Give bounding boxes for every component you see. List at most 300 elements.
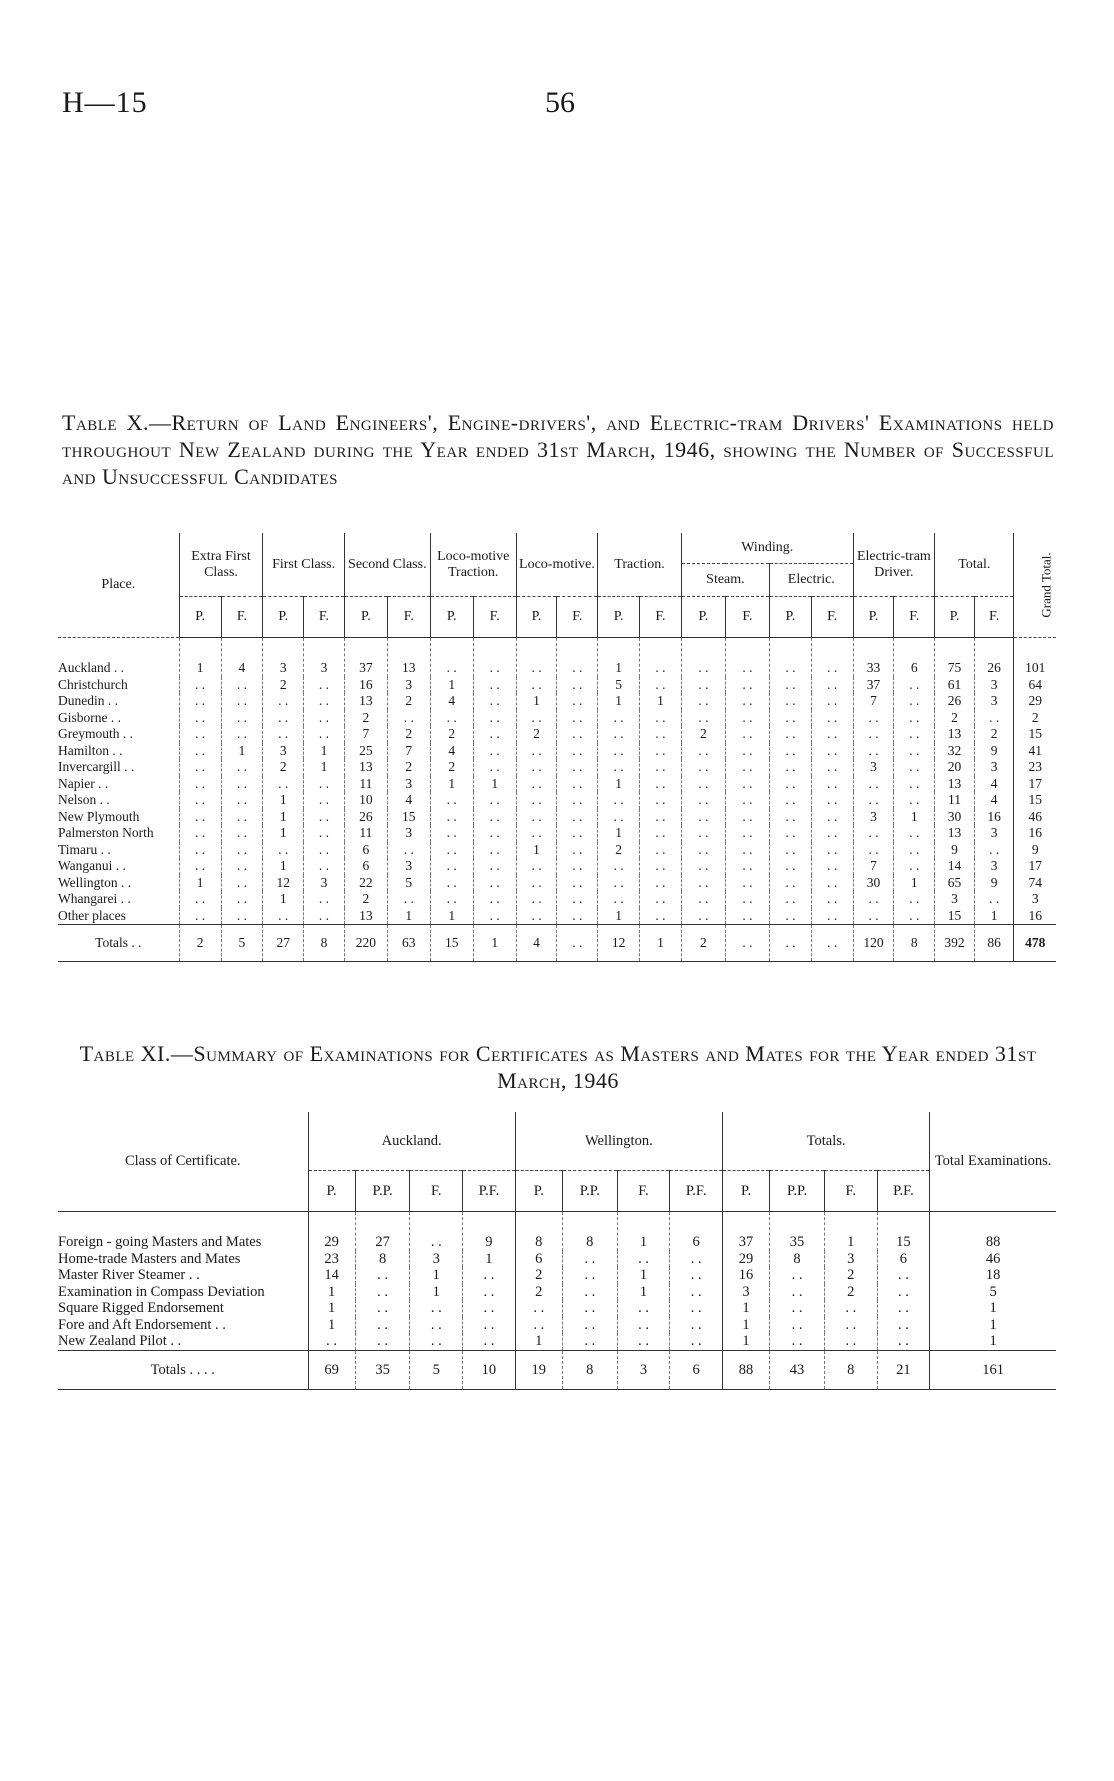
data-cell: . . bbox=[811, 638, 853, 677]
data-cell: . . bbox=[557, 638, 598, 677]
table-row bbox=[58, 776, 1056, 793]
table-row bbox=[58, 825, 1056, 842]
data-cell: . . bbox=[770, 1267, 825, 1284]
data-cell: 2 bbox=[516, 726, 557, 743]
data-cell: 3 bbox=[853, 759, 894, 776]
data-cell: 13 bbox=[344, 693, 387, 710]
data-cell: . . bbox=[221, 908, 263, 925]
data-cell: 7 bbox=[853, 858, 894, 875]
data-cell: . . bbox=[430, 891, 473, 908]
data-cell: . . bbox=[769, 891, 811, 908]
data-cell: 3 bbox=[410, 1251, 463, 1268]
data-cell: . . bbox=[473, 743, 516, 760]
data-cell: 1 bbox=[516, 842, 557, 859]
table-row bbox=[58, 1300, 1056, 1317]
data-cell: . . bbox=[640, 825, 682, 842]
data-cell: 3 bbox=[974, 759, 1014, 776]
data-cell: . . bbox=[221, 825, 263, 842]
table-row bbox=[58, 1251, 1056, 1268]
place-cell: Hamilton . . bbox=[58, 742, 123, 758]
data-cell: 2 bbox=[263, 759, 304, 776]
data-cell: . . bbox=[640, 809, 682, 826]
p-header: P. bbox=[769, 597, 811, 638]
data-cell: . . bbox=[430, 858, 473, 875]
totals-cell: 8 bbox=[894, 925, 935, 962]
data-cell: . . bbox=[516, 638, 557, 677]
data-cell: . . bbox=[681, 677, 725, 694]
grand-total-header: Grand Total. bbox=[1014, 533, 1056, 638]
data-cell: . . bbox=[221, 891, 263, 908]
place-cell: Other places bbox=[58, 907, 126, 923]
data-cell: 1 bbox=[304, 743, 345, 760]
data-cell: 3 bbox=[387, 776, 430, 793]
data-cell: 4 bbox=[974, 776, 1014, 793]
data-cell: . . bbox=[811, 743, 853, 760]
data-cell: . . bbox=[811, 875, 853, 892]
data-cell: 8 bbox=[770, 1251, 825, 1268]
p-header: P. bbox=[516, 597, 557, 638]
data-cell: 3 bbox=[387, 825, 430, 842]
data-cell: . . bbox=[516, 776, 557, 793]
data-cell: . . bbox=[770, 1300, 825, 1317]
totals-row bbox=[58, 1350, 1056, 1389]
certificate-class-cell: Square Rigged Endorsement bbox=[58, 1300, 224, 1316]
data-cell: 4 bbox=[430, 743, 473, 760]
data-cell: . . bbox=[894, 891, 935, 908]
totals-cell: 2 bbox=[179, 925, 221, 962]
data-cell: . . bbox=[179, 726, 221, 743]
data-cell: . . bbox=[681, 809, 725, 826]
data-cell: . . bbox=[304, 842, 345, 859]
data-cell: 1 bbox=[824, 1212, 877, 1251]
data-cell: 9 bbox=[974, 743, 1014, 760]
data-cell: . . bbox=[617, 1300, 670, 1317]
totals-cell: 3 bbox=[617, 1350, 670, 1389]
data-cell: 1 bbox=[894, 809, 935, 826]
data-cell: . . bbox=[640, 792, 682, 809]
data-cell: 1 bbox=[930, 1300, 1056, 1317]
data-cell: . . bbox=[221, 809, 263, 826]
data-cell: 3 bbox=[974, 825, 1014, 842]
data-cell: . . bbox=[463, 1284, 516, 1301]
data-cell: . . bbox=[853, 825, 894, 842]
data-cell: 9 bbox=[935, 842, 975, 859]
data-cell: . . bbox=[473, 842, 516, 859]
data-cell: . . bbox=[304, 825, 345, 842]
data-cell: . . bbox=[725, 759, 769, 776]
totals-cell: 5 bbox=[410, 1350, 463, 1389]
data-cell: 37 bbox=[853, 677, 894, 694]
data-cell: 41 bbox=[1014, 743, 1056, 760]
data-cell: . . bbox=[473, 759, 516, 776]
data-cell: . . bbox=[263, 726, 304, 743]
data-cell: 1 bbox=[263, 858, 304, 875]
data-cell: . . bbox=[853, 908, 894, 925]
data-cell: 2 bbox=[344, 891, 387, 908]
data-cell: . . bbox=[769, 825, 811, 842]
totals-cell: 6 bbox=[670, 1350, 723, 1389]
data-cell: . . bbox=[598, 809, 640, 826]
data-cell: . . bbox=[430, 638, 473, 677]
data-cell: . . bbox=[598, 743, 640, 760]
data-cell: . . bbox=[877, 1300, 930, 1317]
data-cell: 8 bbox=[515, 1212, 562, 1251]
data-cell: . . bbox=[725, 776, 769, 793]
data-cell: . . bbox=[179, 809, 221, 826]
data-cell: . . bbox=[681, 743, 725, 760]
data-cell: 12 bbox=[263, 875, 304, 892]
data-cell: 2 bbox=[935, 710, 975, 727]
data-cell: 37 bbox=[722, 1212, 769, 1251]
table-row bbox=[58, 1267, 1056, 1284]
data-cell: . . bbox=[516, 743, 557, 760]
totals-cell: 392 bbox=[935, 925, 975, 962]
place-header: Place. bbox=[58, 533, 179, 638]
table-row bbox=[58, 743, 1056, 760]
data-cell: . . bbox=[430, 825, 473, 842]
data-cell: 3 bbox=[263, 743, 304, 760]
sub-header: P.F. bbox=[670, 1171, 723, 1212]
data-cell: 1 bbox=[308, 1317, 355, 1334]
data-cell: 3 bbox=[974, 858, 1014, 875]
totals-cell: 5 bbox=[221, 925, 263, 962]
data-cell: 1 bbox=[263, 891, 304, 908]
data-cell: 20 bbox=[935, 759, 975, 776]
data-cell: 5 bbox=[930, 1284, 1056, 1301]
data-cell: 23 bbox=[1014, 759, 1056, 776]
data-cell: . . bbox=[562, 1300, 617, 1317]
data-cell: 1 bbox=[722, 1300, 769, 1317]
data-cell: . . bbox=[598, 726, 640, 743]
data-cell: 2 bbox=[515, 1284, 562, 1301]
data-cell: 1 bbox=[463, 1251, 516, 1268]
data-cell: . . bbox=[769, 693, 811, 710]
data-cell: . . bbox=[681, 792, 725, 809]
data-cell: . . bbox=[681, 891, 725, 908]
data-cell: 15 bbox=[877, 1212, 930, 1251]
f-header: F. bbox=[811, 597, 853, 638]
p-header: P. bbox=[681, 597, 725, 638]
data-cell: . . bbox=[557, 842, 598, 859]
table-row bbox=[58, 792, 1056, 809]
data-cell: . . bbox=[463, 1333, 516, 1350]
data-cell: . . bbox=[387, 710, 430, 727]
data-cell: 9 bbox=[974, 875, 1014, 892]
data-cell: . . bbox=[304, 677, 345, 694]
data-cell: 3 bbox=[1014, 891, 1056, 908]
f-header: F. bbox=[974, 597, 1014, 638]
data-cell: . . bbox=[516, 710, 557, 727]
totals-cell: 63 bbox=[387, 925, 430, 962]
data-cell: . . bbox=[410, 1300, 463, 1317]
data-cell: . . bbox=[811, 858, 853, 875]
data-cell: 1 bbox=[617, 1267, 670, 1284]
data-cell: . . bbox=[598, 875, 640, 892]
place-cell: Palmerston North bbox=[58, 825, 154, 840]
place-cell: Timaru . . bbox=[58, 841, 111, 857]
data-cell: . . bbox=[811, 842, 853, 859]
data-cell: . . bbox=[640, 743, 682, 760]
f-header: F. bbox=[473, 597, 516, 638]
data-cell: . . bbox=[770, 1317, 825, 1334]
data-cell: 1 bbox=[722, 1317, 769, 1334]
data-cell: . . bbox=[811, 693, 853, 710]
data-cell: . . bbox=[670, 1251, 723, 1268]
sub-header: F. bbox=[824, 1171, 877, 1212]
table-row bbox=[58, 1333, 1056, 1350]
place-cell: Wellington . . bbox=[58, 874, 132, 890]
data-cell: 13 bbox=[935, 776, 975, 793]
table-row bbox=[58, 638, 1056, 677]
certificate-class-cell: Examination in Compass Deviation bbox=[58, 1283, 265, 1300]
totals-cell: 69 bbox=[308, 1350, 355, 1389]
data-cell: . . bbox=[304, 710, 345, 727]
data-cell: . . bbox=[894, 776, 935, 793]
data-cell: . . bbox=[557, 825, 598, 842]
f-header: F. bbox=[387, 597, 430, 638]
data-cell: . . bbox=[769, 776, 811, 793]
table-row bbox=[58, 842, 1056, 859]
data-cell: . . bbox=[617, 1251, 670, 1268]
data-cell: . . bbox=[430, 875, 473, 892]
data-cell: . . bbox=[811, 759, 853, 776]
data-cell: . . bbox=[430, 792, 473, 809]
data-cell: . . bbox=[894, 792, 935, 809]
p-header: P. bbox=[598, 597, 640, 638]
place-cell: Napier . . bbox=[58, 775, 109, 791]
data-cell: 13 bbox=[935, 825, 975, 842]
data-cell: 37 bbox=[344, 638, 387, 677]
data-cell: 2 bbox=[824, 1284, 877, 1301]
data-cell: 6 bbox=[344, 842, 387, 859]
data-cell: . . bbox=[640, 726, 682, 743]
totals-cell: . . bbox=[557, 925, 598, 962]
data-cell: 5 bbox=[387, 875, 430, 892]
data-cell: . . bbox=[894, 858, 935, 875]
data-cell: 13 bbox=[935, 726, 975, 743]
data-cell: 11 bbox=[344, 776, 387, 793]
data-cell: 6 bbox=[877, 1251, 930, 1268]
data-cell: . . bbox=[221, 875, 263, 892]
data-cell: 3 bbox=[304, 875, 345, 892]
data-cell: . . bbox=[725, 908, 769, 925]
data-cell: . . bbox=[557, 809, 598, 826]
data-cell: . . bbox=[770, 1284, 825, 1301]
data-cell: 4 bbox=[221, 638, 263, 677]
data-cell: . . bbox=[557, 677, 598, 694]
totals-cell: 15 bbox=[430, 925, 473, 962]
data-cell: 2 bbox=[598, 842, 640, 859]
data-cell: 10 bbox=[344, 792, 387, 809]
data-cell: . . bbox=[221, 776, 263, 793]
certificate-class-cell: Master River Steamer . . bbox=[58, 1267, 200, 1283]
totals-cell: 43 bbox=[770, 1350, 825, 1389]
data-cell: 3 bbox=[853, 809, 894, 826]
data-cell: 1 bbox=[410, 1267, 463, 1284]
data-cell: . . bbox=[877, 1317, 930, 1334]
data-cell: 15 bbox=[387, 809, 430, 826]
data-cell: . . bbox=[355, 1284, 410, 1301]
data-cell: . . bbox=[463, 1317, 516, 1334]
data-cell: 64 bbox=[1014, 677, 1056, 694]
data-cell: . . bbox=[304, 776, 345, 793]
data-cell: 9 bbox=[1014, 842, 1056, 859]
data-cell: . . bbox=[725, 726, 769, 743]
table-row bbox=[58, 891, 1056, 908]
sub-header: P.P. bbox=[770, 1171, 825, 1212]
data-cell: 1 bbox=[617, 1284, 670, 1301]
data-cell: 27 bbox=[355, 1212, 410, 1251]
total-examinations-header: Total Examinations. bbox=[930, 1112, 1056, 1212]
data-cell: . . bbox=[670, 1300, 723, 1317]
data-cell: 1 bbox=[516, 693, 557, 710]
data-cell: . . bbox=[681, 693, 725, 710]
data-cell: . . bbox=[516, 677, 557, 694]
data-cell: . . bbox=[179, 891, 221, 908]
certificate-class-cell: New Zealand Pilot . . bbox=[58, 1333, 182, 1349]
data-cell: . . bbox=[557, 710, 598, 727]
data-cell: 26 bbox=[974, 638, 1014, 677]
data-cell: . . bbox=[725, 858, 769, 875]
data-cell: . . bbox=[410, 1317, 463, 1334]
totals-cell: . . bbox=[769, 925, 811, 962]
data-cell: 2 bbox=[824, 1267, 877, 1284]
place-cell: New Plymouth bbox=[58, 808, 140, 824]
data-cell: 1 bbox=[598, 776, 640, 793]
sub-header: P.P. bbox=[355, 1171, 410, 1212]
data-cell: 16 bbox=[974, 809, 1014, 826]
table-row bbox=[58, 875, 1056, 892]
data-cell: . . bbox=[769, 858, 811, 875]
data-cell: 1 bbox=[473, 776, 516, 793]
data-cell: 1 bbox=[430, 677, 473, 694]
data-cell: . . bbox=[304, 891, 345, 908]
data-cell: . . bbox=[263, 710, 304, 727]
data-cell: . . bbox=[769, 875, 811, 892]
table-row bbox=[58, 1284, 1056, 1301]
totals-cell: 12 bbox=[598, 925, 640, 962]
data-cell: . . bbox=[681, 908, 725, 925]
sub-header: P. bbox=[722, 1171, 769, 1212]
totals-cell: 21 bbox=[877, 1350, 930, 1389]
data-cell: . . bbox=[769, 809, 811, 826]
f-header: F. bbox=[304, 597, 345, 638]
data-cell: . . bbox=[877, 1333, 930, 1350]
data-cell: . . bbox=[811, 792, 853, 809]
data-cell: 65 bbox=[935, 875, 975, 892]
data-cell: . . bbox=[516, 858, 557, 875]
sub-header: P.P. bbox=[562, 1171, 617, 1212]
data-cell: 13 bbox=[344, 759, 387, 776]
data-cell: . . bbox=[769, 842, 811, 859]
certificate-class-cell: Fore and Aft Endorsement . . bbox=[58, 1316, 226, 1333]
data-cell: 11 bbox=[344, 825, 387, 842]
data-cell: . . bbox=[562, 1251, 617, 1268]
data-cell: 1 bbox=[930, 1333, 1056, 1350]
data-cell: 29 bbox=[722, 1251, 769, 1268]
data-cell: 1 bbox=[410, 1284, 463, 1301]
data-cell: 2 bbox=[974, 726, 1014, 743]
place-cell: Christchurch bbox=[58, 676, 128, 692]
data-cell: . . bbox=[263, 842, 304, 859]
data-cell: 25 bbox=[344, 743, 387, 760]
data-cell: . . bbox=[974, 891, 1014, 908]
locomotive-traction-header: Loco-motive Traction. bbox=[430, 533, 516, 597]
data-cell: . . bbox=[974, 710, 1014, 727]
table-row bbox=[58, 677, 1056, 694]
data-cell: . . bbox=[473, 726, 516, 743]
data-cell: . . bbox=[562, 1267, 617, 1284]
data-cell: . . bbox=[562, 1333, 617, 1350]
table-xi bbox=[58, 1112, 1056, 1390]
winding-header: Winding. bbox=[681, 533, 853, 564]
data-cell: . . bbox=[853, 743, 894, 760]
data-cell: . . bbox=[811, 726, 853, 743]
data-cell: . . bbox=[640, 858, 682, 875]
table-row bbox=[58, 908, 1056, 925]
data-cell: 15 bbox=[935, 908, 975, 925]
data-cell: . . bbox=[681, 710, 725, 727]
f-header: F. bbox=[894, 597, 935, 638]
data-cell: . . bbox=[681, 638, 725, 677]
data-cell: . . bbox=[769, 792, 811, 809]
data-cell: . . bbox=[179, 842, 221, 859]
auckland-header: Auckland. bbox=[308, 1112, 515, 1171]
data-cell: 16 bbox=[1014, 825, 1056, 842]
place-cell: Nelson . . bbox=[58, 792, 110, 807]
place-cell: Auckland . . bbox=[58, 660, 124, 675]
first-class-header: First Class. bbox=[263, 533, 345, 597]
data-cell: . . bbox=[811, 891, 853, 908]
data-cell: . . bbox=[516, 908, 557, 925]
data-cell: . . bbox=[681, 842, 725, 859]
data-cell: . . bbox=[473, 710, 516, 727]
p-header: P. bbox=[179, 597, 221, 638]
total-header: Total. bbox=[935, 533, 1014, 597]
place-cell: Whangarei . . bbox=[58, 891, 131, 906]
totals-cell: 8 bbox=[562, 1350, 617, 1389]
data-cell: 101 bbox=[1014, 638, 1056, 677]
data-cell: . . bbox=[355, 1333, 410, 1350]
data-cell: 3 bbox=[935, 891, 975, 908]
totals-cell: . . bbox=[725, 925, 769, 962]
data-cell: . . bbox=[179, 693, 221, 710]
data-cell: . . bbox=[824, 1300, 877, 1317]
data-cell: . . bbox=[877, 1267, 930, 1284]
data-cell: . . bbox=[725, 891, 769, 908]
totals-header: Totals. bbox=[722, 1112, 929, 1171]
data-cell: . . bbox=[853, 842, 894, 859]
data-cell: . . bbox=[894, 759, 935, 776]
data-cell: 1 bbox=[722, 1333, 769, 1350]
page-number: 56 bbox=[545, 86, 575, 119]
data-cell: 46 bbox=[1014, 809, 1056, 826]
place-cell: Dunedin . . bbox=[58, 693, 118, 708]
totals-cell: 27 bbox=[263, 925, 304, 962]
data-cell: 14 bbox=[935, 858, 975, 875]
data-cell: . . bbox=[473, 809, 516, 826]
data-cell: . . bbox=[824, 1317, 877, 1334]
sub-header: F. bbox=[617, 1171, 670, 1212]
data-cell: 2 bbox=[1014, 710, 1056, 727]
data-cell: . . bbox=[811, 776, 853, 793]
data-cell: 35 bbox=[770, 1212, 825, 1251]
data-cell: . . bbox=[557, 858, 598, 875]
data-cell: . . bbox=[515, 1300, 562, 1317]
data-cell: 3 bbox=[722, 1284, 769, 1301]
data-cell: . . bbox=[473, 792, 516, 809]
data-cell: . . bbox=[473, 908, 516, 925]
